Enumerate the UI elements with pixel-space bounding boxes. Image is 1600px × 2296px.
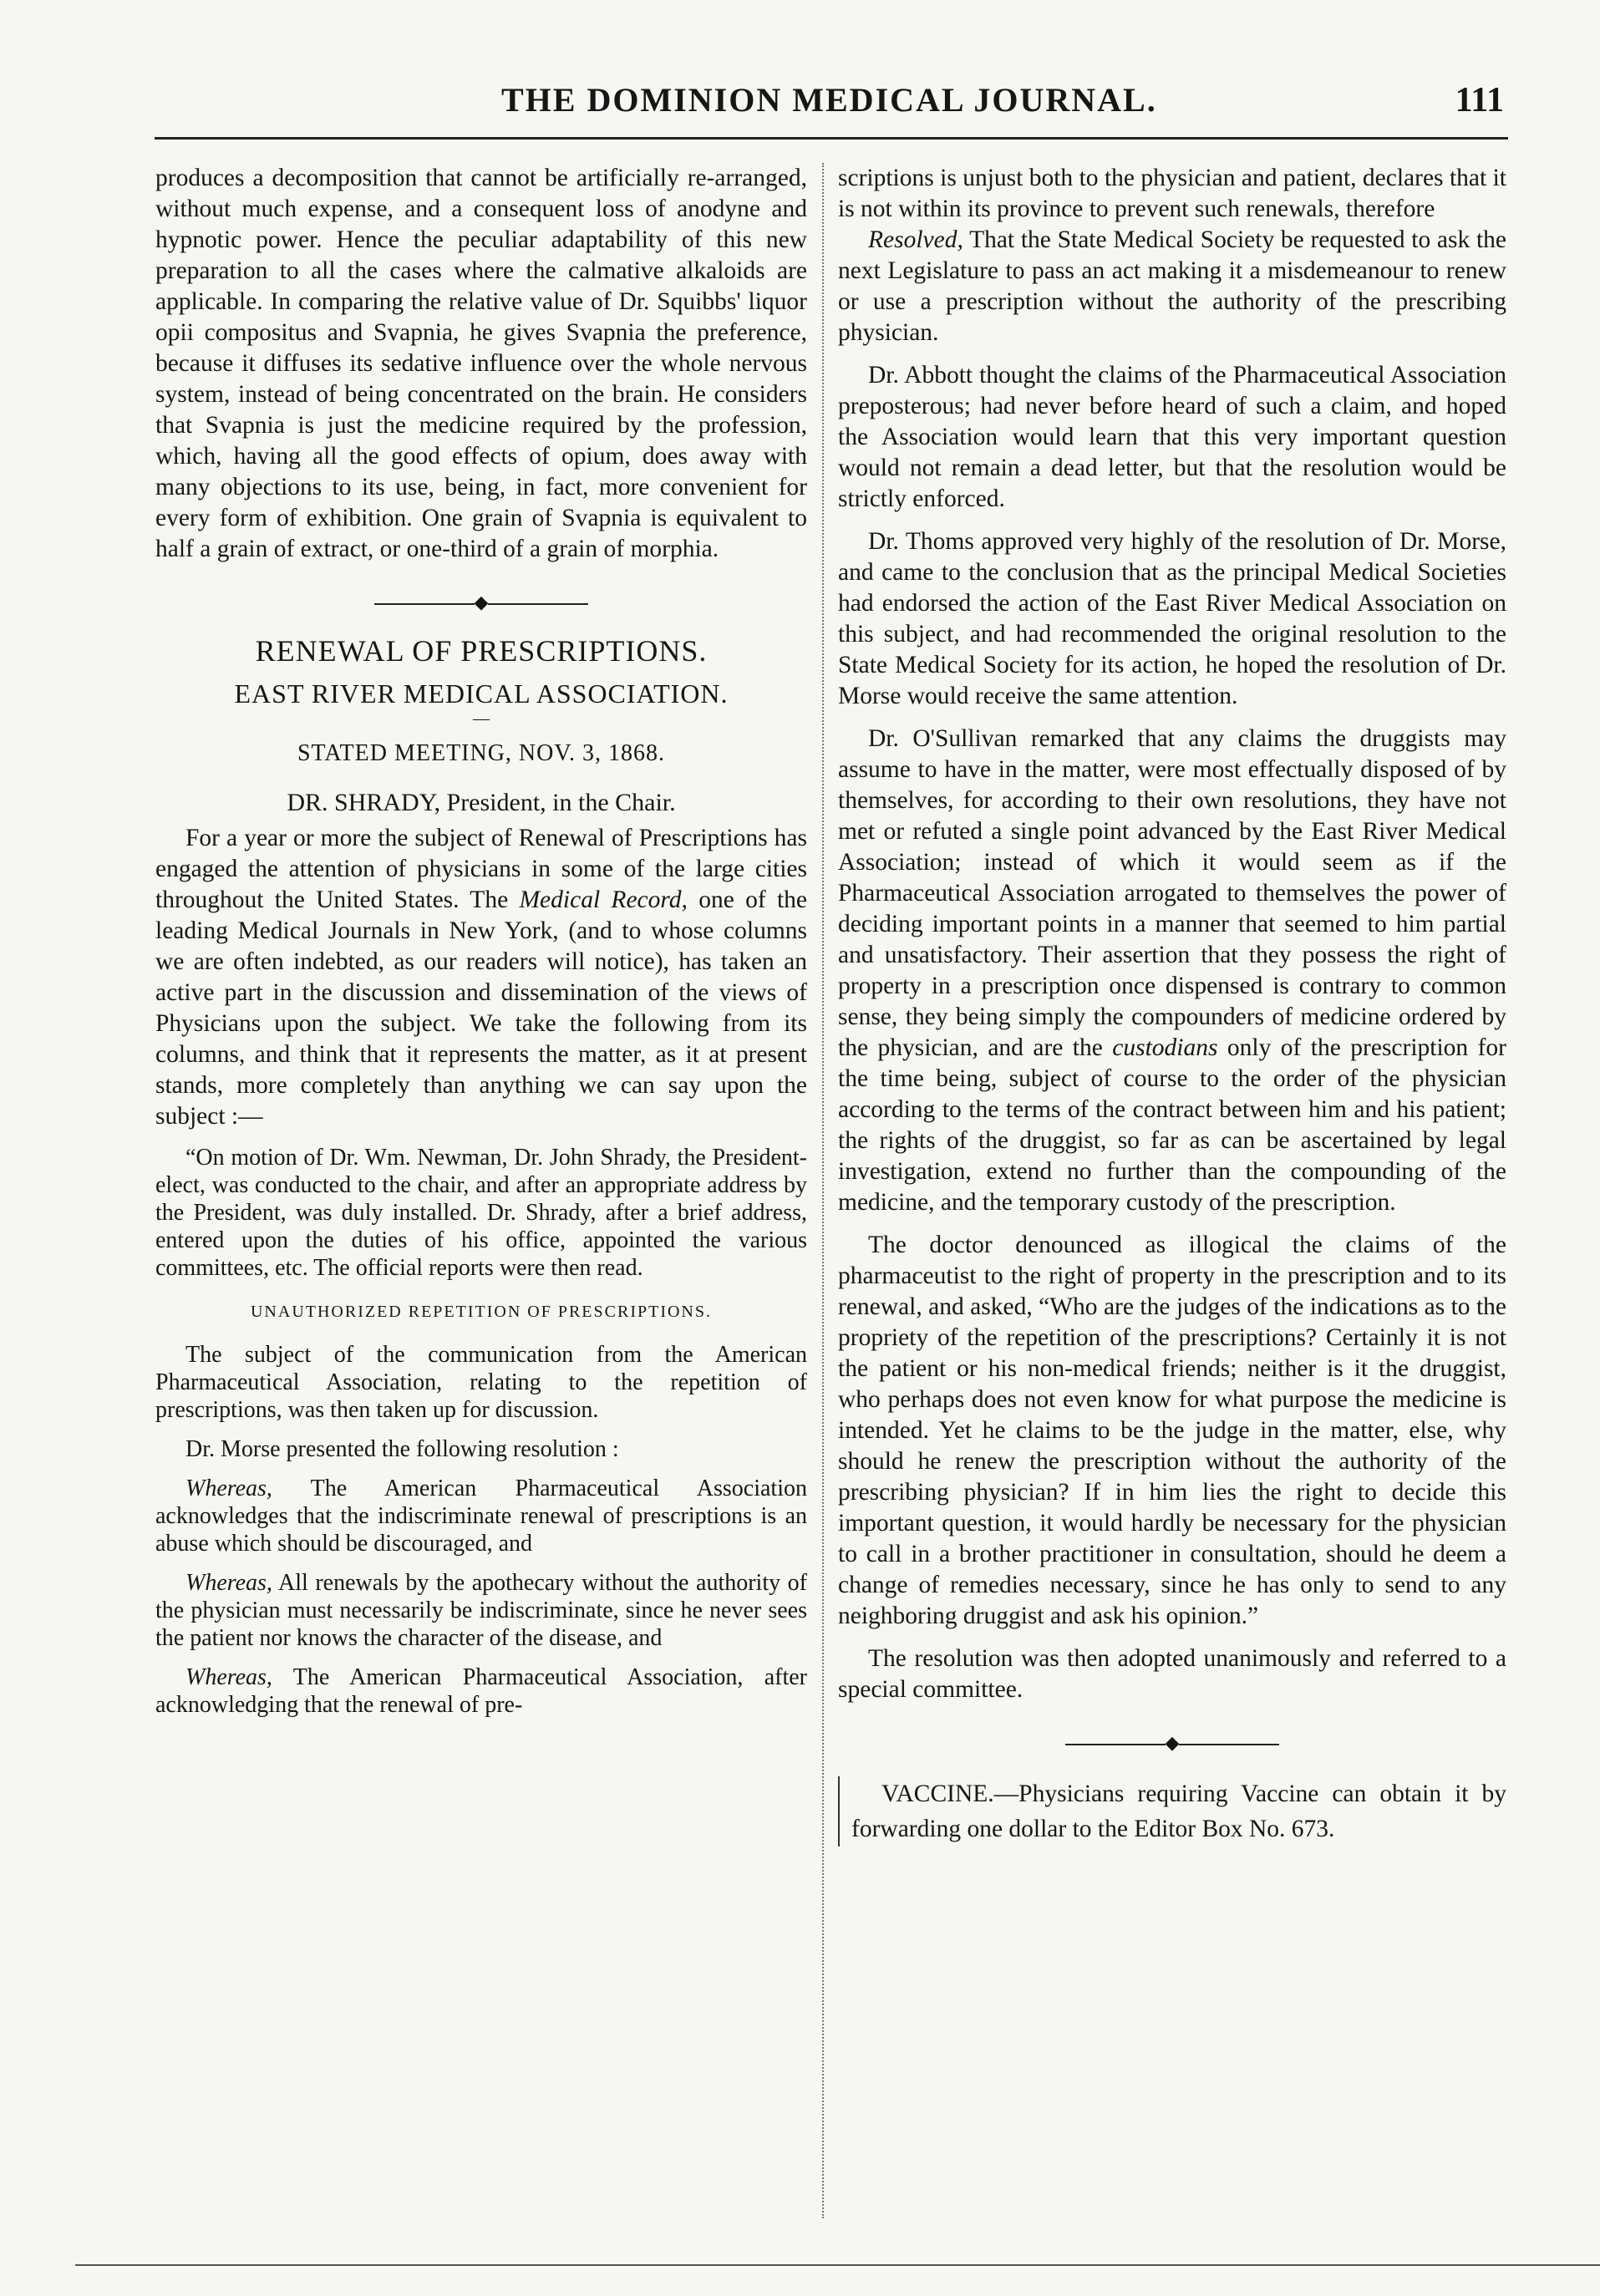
vaccine-notice: VACCINE.—Physicians requiring Vaccine can obtain it by forwarding one dollar to the Editor Box No. 673. [838,1776,1506,1846]
whereas-2: Whereas, All renewals by the apothecary without the authority of the physician must necessarily be indiscriminate, since he never sees the patient nor knows the character of the disease, and [155,1570,807,1651]
section-ornament: ◆ [155,587,807,617]
header-rule [155,137,1508,140]
abbott-paragraph: Dr. Abbott thought the claims of the Pharmaceutical Association preposterous; had never before heard of such a claim, and hoped the Association would learn that this very important question would not remain a dead letter, but that the resolution would be strictly enforced. [838,362,1506,512]
article-heading: RENEWAL OF PRESCRIPTIONS. [255,634,708,668]
column-divider [822,163,825,2218]
denounce-paragraph: The doctor denounced as illogical the claims of the pharmaceutist to the right of property in the prescription and to its renewal, and asked, “Who are the judges of the indications as to the propriety of the repetition of the prescriptions? Certainly it is not the patient or his non-medical friends; neither is it the druggist, who perhaps does not even know for what purpose the medicine is intended. Yet he claims to be the judge in the matter, else, why should he renew the prescription without the authority of the prescribing physician? If in him lies the right to decide this important question, it would hardly be necessary for the physician to call in a brother practitioner in consultation, should he deem a change of remedies necessary, since he has only to send to any neighboring druggist and ask his opinion.” [838,1232,1506,1629]
whereas-1: Whereas, The American Pharmaceutical Association acknowledges that the indiscriminate renewal of prescriptions is an abuse which should be discouraged, and [155,1476,807,1557]
intro-paragraph: For a year or more the subject of Renewal of Prescriptions has engaged the attention of physicians in some of the large cities throughout the United States. The Medical Record, one of the leading Medical Journals in New York, (and to whose columns we are often indebted, as our readers will notice), has taken an active part in the discussion and dissemination of the views of Physicians upon the subject. We take the following from its columns, and think that it represents the matter, as it at present stands, more completely than anything we can say upon the subject :— [155,825,808,1130]
whereas-3: Whereas, The American Pharmaceutical Association, after acknowledging that the renewal of pre- [155,1664,807,1718]
resolved-paragraph: Resolved, That the State Medical Society be requested to ask the next Legislature to pass an act making it a misdemeanour to renew or use a prescription without the authority of the prescribing physician. [838,226,1507,346]
section-ornament-2: ◆ [838,1727,1506,1758]
svapnia-paragraph: produces a decomposition that cannot be artificially re-arranged, without much expense, and a consequent loss of anodyne and hypnotic power. Hence the peculiar adaptability of this new preparation to all the cases where the calmative alkaloids are applicable. In comparing the relative value of Dr. Squibbs' liquor opii compositus and Svapnia, he gives Svapnia the preference, because it diffuses its sedative influence over the whole nervous system, instead of being concentrated on the brain. He considers that Svapnia is just the medicine required by the profession, which, having all the good effects of opium, does away with many objections to its use, being, in fact, more convenient for every form of exhibition. One grain of Svapnia is equivalent to half a grain of extract, or one-third of a grain of morphia. [155,165,807,562]
left-column [155,163,807,1719]
thoms-paragraph: Dr. Thoms approved very highly of the resolution of Dr. Morse, and came to the conclusion that as the principal Medical Societies had endorsed the action of the East River Medical Association on this subject, and had recommended the original resolution to the State Medical Society for its action, he hoped the resolution of Dr. Morse would receive the same attention. [838,528,1506,709]
chair-line: DR. SHRADY, President, in the Chair. [287,789,676,816]
association-heading: EAST RIVER MEDICAL ASSOCIATION. [234,678,729,709]
communication-paragraph: The subject of the communication from the American Pharmaceutical Association, relating to the repetition of prescriptions, was then taken up for discussion. [155,1342,807,1423]
adopted-paragraph: The resolution was then adopted unanimously and referred to a special committee. [838,1645,1506,1703]
continuation-paragraph: scriptions is unjust both to the physician and patient, declares that it is not within its province to prevent such renewals, therefore [838,165,1506,222]
bottom-rule [75,2264,1600,2266]
right-column [838,163,1506,1846]
minutes-paragraph: “On motion of Dr. Wm. Newman, Dr. John Shrady, the President-elect, was conducted to the chair, and after an appropriate address by the President, was duly installed. Dr. Shrady, after a brief address, entered upon the duties of his office, appointed the various committees, etc. The official reports were then read. [155,1145,807,1281]
resolution-intro: Dr. Morse presented the following resolution : [185,1436,619,1462]
heading-dash: — [473,709,490,728]
page-number: 111 [1455,81,1504,119]
running-header [150,80,1504,130]
meeting-date: STATED MEETING, NOV. 3, 1868. [297,740,665,766]
osullivan-paragraph: Dr. O'Sullivan remarked that any claims the druggists may assume to have in the matter, were most effectually disposed of by themselves, for according to their own resolutions, they have not met or refuted a single point advanced by the East River Medical Association; instead of which it would seem as if the Pharmaceutical Association arrogated to themselves the power of deciding important points in a manner that seemed to him partial and unsatisfactory. Their assertion that they possess the right of property in a prescription once dispensed is contrary to common sense, they being simply the compounders of medicine ordered by the physician, and are the custodians only of the prescription for the time being, subject of course to the order of the physician according to the terms of the contract between him and his patient; the rights of the druggist, so far as can be ascertained by legal investigation, extend no further than the compounding of the medicine, and the temporary custody of the prescription. [838,725,1507,1216]
journal-title: THE DOMINION MEDICAL JOURNAL. [501,81,1157,119]
subsection-heading: UNAUTHORIZED REPETITION OF PRESCRIPTIONS. [250,1303,712,1321]
